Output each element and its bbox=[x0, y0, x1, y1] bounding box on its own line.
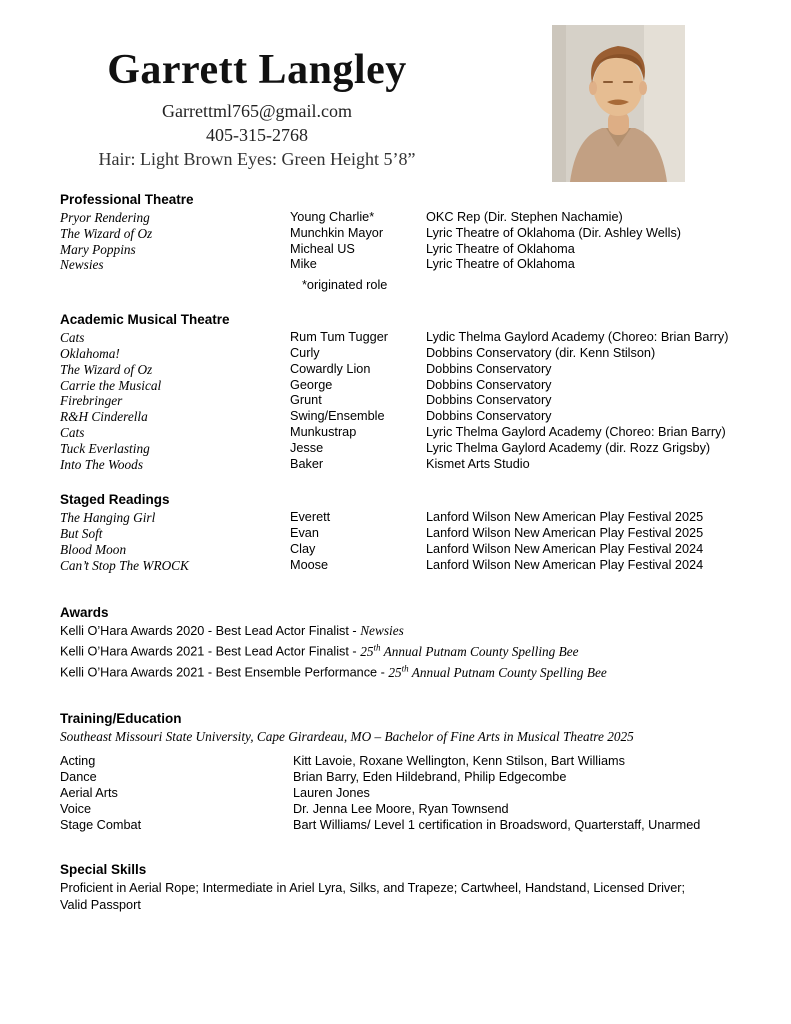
stats-text: Hair: Light Brown Eyes: Green Height 5’8” bbox=[98, 149, 416, 170]
ordinal-suffix: th bbox=[373, 642, 381, 653]
section-heading: Special Skills bbox=[60, 862, 147, 878]
award-title-number: 25 bbox=[388, 664, 402, 680]
company-name: Lydic Thelma Gaylord Academy (Choreo: Brian Barry) bbox=[426, 330, 729, 345]
award-item bbox=[60, 639, 760, 660]
company-name: Lyric Theatre of Oklahoma (Dir. Ashley Wells) bbox=[426, 225, 682, 240]
training-instructors: Lauren Jones bbox=[293, 786, 370, 801]
role-name: Jesse bbox=[290, 440, 324, 455]
company-name: OKC Rep (Dir. Stephen Nachamie) bbox=[426, 210, 623, 224]
award-text: Kelli O’Hara Awards 2021 - Best Lead Actor Finalist - bbox=[60, 644, 361, 659]
company-name: Lanford Wilson New American Play Festival 2024 bbox=[426, 557, 704, 572]
show-title: R&H Cinderella bbox=[60, 409, 148, 425]
role-name: Swing/Ensemble bbox=[290, 409, 385, 424]
credits-section bbox=[60, 192, 760, 292]
award-title-number: 25 bbox=[360, 643, 374, 659]
ordinal-suffix: th bbox=[401, 663, 409, 674]
company-name: Lanford Wilson New American Play Festival 2024 bbox=[426, 541, 704, 556]
section-heading: Professional Theatre bbox=[60, 192, 194, 207]
headshot-illustration bbox=[552, 25, 685, 182]
role-name: Munchkin Mayor bbox=[290, 225, 384, 240]
credits-table bbox=[60, 330, 760, 472]
credits-section bbox=[60, 312, 760, 472]
show-title: The Hanging Girl bbox=[60, 510, 156, 526]
role-name: Mike bbox=[290, 257, 317, 272]
award-text: Kelli O’Hara Awards 2021 - Best Ensemble Performance - bbox=[60, 665, 389, 680]
role-name: George bbox=[290, 377, 333, 392]
role-name: Micheal US bbox=[290, 241, 355, 256]
award-show-title bbox=[360, 644, 578, 659]
show-title: Can’t Stop The WROCK bbox=[60, 557, 189, 573]
section-heading: Awards bbox=[60, 604, 109, 620]
email-text: Garrettml765@gmail.com bbox=[161, 101, 353, 122]
credits-table bbox=[60, 210, 760, 273]
company-name: Dobbins Conservatory bbox=[426, 361, 552, 376]
company-name: Dobbins Conservatory bbox=[426, 377, 552, 392]
training-area: Acting bbox=[60, 754, 96, 769]
company-name: Dobbins Conservatory (dir. Kenn Stilson) bbox=[426, 345, 656, 360]
company-name: Lanford Wilson New American Play Festival 2025 bbox=[426, 510, 704, 525]
show-title: Cats bbox=[60, 424, 85, 440]
award-title-text: Newsies bbox=[360, 622, 404, 638]
award-title-text: Annual Putnam County Spelling Bee bbox=[408, 664, 607, 680]
role-name: Grunt bbox=[290, 393, 322, 408]
role-name: Munkustrap bbox=[290, 424, 357, 439]
special-skills-section bbox=[60, 862, 760, 913]
training-instructors: Brian Barry, Eden Hildebrand, Philip Edgecombe bbox=[293, 770, 567, 785]
award-text: Kelli O’Hara Awards 2020 - Best Lead Actor Finalist - bbox=[60, 623, 361, 638]
role-name: Everett bbox=[290, 510, 331, 525]
award-title-text: Annual Putnam County Spelling Bee bbox=[380, 643, 579, 659]
role-name: Moose bbox=[290, 557, 329, 572]
company-name: Lanford Wilson New American Play Festival 2025 bbox=[426, 526, 704, 541]
show-title: Carrie the Musical bbox=[60, 377, 162, 393]
section-heading: Staged Readings bbox=[60, 492, 170, 508]
award-show-title bbox=[360, 623, 404, 638]
show-title: Oklahoma! bbox=[60, 345, 120, 361]
company-name: Dobbins Conservatory bbox=[426, 409, 552, 424]
training-instructors: Kitt Lavoie, Roxane Wellington, Kenn Stilson, Bart Williams bbox=[293, 754, 625, 769]
show-title: But Soft bbox=[60, 526, 103, 542]
role-name: Evan bbox=[290, 526, 319, 541]
show-title: Newsies bbox=[60, 257, 104, 273]
show-title: Cats bbox=[60, 330, 85, 346]
section-heading: Academic Musical Theatre bbox=[60, 312, 230, 328]
name-heading: Garrett Langley bbox=[107, 47, 407, 93]
resume-header bbox=[58, 48, 456, 170]
training-area: Dance bbox=[60, 770, 97, 785]
show-title: Firebringer bbox=[60, 393, 123, 409]
show-title: Tuck Everlasting bbox=[60, 440, 150, 456]
headshot-photo bbox=[552, 25, 685, 182]
role-name: Clay bbox=[290, 541, 316, 556]
awards-section bbox=[60, 605, 760, 682]
originated-role-note: *originated role bbox=[302, 278, 388, 293]
training-area: Stage Combat bbox=[60, 818, 142, 833]
company-name: Dobbins Conservatory bbox=[426, 393, 552, 408]
role-name: Curly bbox=[290, 345, 320, 360]
skills-text: Valid Passport bbox=[60, 897, 141, 912]
training-area: Aerial Arts bbox=[60, 786, 118, 801]
credits-section bbox=[60, 492, 760, 573]
company-name: Lyric Theatre of Oklahoma bbox=[426, 241, 575, 256]
training-instructors: Dr. Jenna Lee Moore, Ryan Townsend bbox=[293, 802, 509, 817]
education-line: Southeast Missouri State University, Cape Girardeau, MO – Bachelor of Fine Arts in Musical Theatre 2025 bbox=[60, 729, 634, 745]
award-item bbox=[60, 660, 760, 681]
show-title: Mary Poppins bbox=[60, 241, 136, 257]
skills-text: Proficient in Aerial Rope; Intermediate in Ariel Lyra, Silks, and Trapeze; Cartwheel, Handstand, Licensed Driver; bbox=[60, 881, 686, 896]
show-title: Blood Moon bbox=[60, 541, 127, 557]
show-title: The Wizard of Oz bbox=[60, 361, 153, 377]
role-name: Baker bbox=[290, 456, 324, 471]
company-name: Lyric Theatre of Oklahoma bbox=[426, 257, 575, 272]
role-name: Cowardly Lion bbox=[290, 361, 371, 376]
company-name: Lyric Thelma Gaylord Academy (Choreo: Brian Barry) bbox=[426, 424, 726, 439]
show-title: Pryor Rendering bbox=[60, 210, 150, 225]
role-name: Young Charlie* bbox=[290, 210, 375, 224]
credits-table bbox=[60, 510, 760, 573]
company-name: Lyric Thelma Gaylord Academy (dir. Rozz Grigsby) bbox=[426, 440, 711, 455]
role-name: Rum Tum Tugger bbox=[290, 330, 389, 345]
training-area: Voice bbox=[60, 802, 92, 817]
section-heading: Training/Education bbox=[60, 711, 182, 727]
resume-body bbox=[60, 192, 760, 913]
show-title: Into The Woods bbox=[60, 456, 143, 472]
training-instructors: Bart Williams/ Level 1 certification in Broadsword, Quarterstaff, Unarmed bbox=[293, 818, 701, 833]
training-section bbox=[60, 711, 760, 833]
phone-text: 405-315-2768 bbox=[206, 125, 308, 146]
award-show-title bbox=[388, 665, 606, 680]
training-table bbox=[60, 753, 760, 833]
company-name: Kismet Arts Studio bbox=[426, 456, 530, 471]
award-item bbox=[60, 623, 760, 640]
show-title: The Wizard of Oz bbox=[60, 225, 153, 241]
